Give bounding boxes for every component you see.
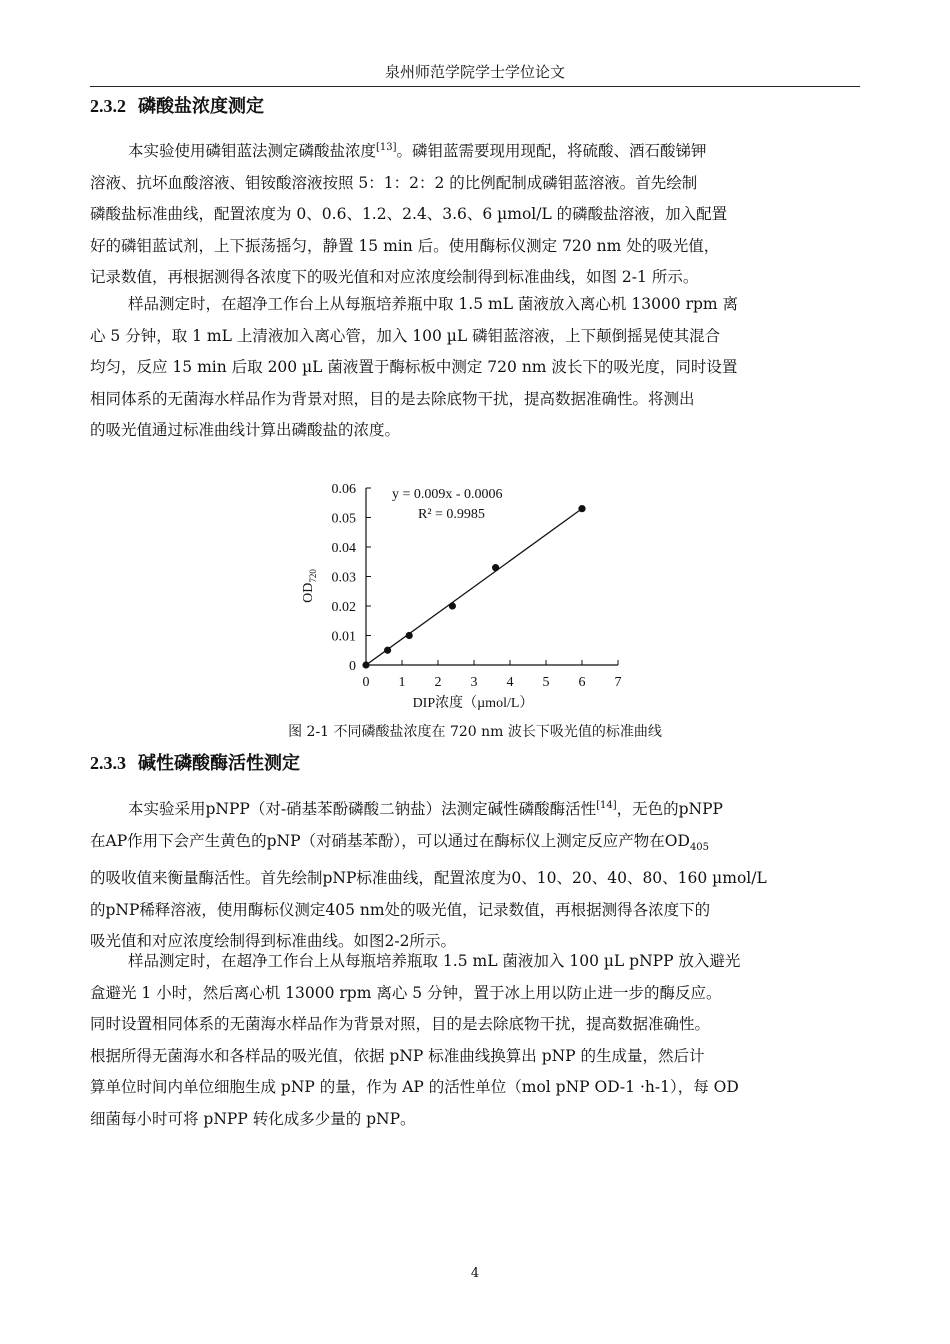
- section-number: 2.3.3: [90, 753, 126, 773]
- paragraph-2-3-3-1: [90, 790, 840, 958]
- standard-curve-chart: [290, 474, 650, 714]
- text-line: 样品测定时，在超净工作台上从每瓶培养瓶取 1.5 mL 菌液加入 100 µL pNPP 放入避光: [128, 952, 741, 970]
- y-axis-label: $OD_{720}$: [301, 569, 318, 603]
- x-tick-label: 3: [470, 675, 478, 690]
- x-tick-label: 6: [578, 675, 586, 690]
- text-line: 根据所得无菌海水和各样品的吸光值，依据 pNP 标准曲线换算出 pNP 的生成量，然后计: [90, 1046, 705, 1065]
- y-tick-label: 0.01: [331, 629, 356, 645]
- data-point: [384, 647, 391, 654]
- subscript: 405: [689, 841, 710, 853]
- x-tick-label: 4: [506, 675, 514, 690]
- text-line: 本实验使用磷钼蓝法测定磷酸盐浓度[13]。磷钼蓝需要现用现配，将硫酸、酒石酸锑钾: [128, 142, 707, 161]
- section-title: 磷酸盐浓度测定: [138, 96, 264, 117]
- paragraph-2-3-3-2: [90, 946, 840, 1135]
- section-heading-2-3-2: [90, 94, 264, 119]
- figure-caption: 图 2-1 不同磷酸盐浓度在 720 nm 波长下吸光值的标准曲线: [288, 724, 662, 740]
- text-line: 本实验采用pNPP（对-硝基苯酚磷酸二钠盐）法测定碱性磷酸酶活性[14]，无色的pNPP: [128, 800, 723, 819]
- x-tick-label: 1: [398, 675, 406, 690]
- x-tick-label: 5: [542, 675, 550, 690]
- text-line: 的吸收值来衡量酶活性。首先绘制pNP标准曲线，配置浓度为0、10、20、40、80、160 µmol/L: [90, 869, 767, 888]
- y-tick-label: 0.05: [331, 511, 356, 527]
- text-line: 相同体系的无菌海水样品作为背景对照，目的是去除底物干扰，提高数据准确性。将测出: [90, 389, 695, 408]
- text-line: 磷酸盐标准曲线，配置浓度为 0、0.6、1.2、2.4、3.6、6 µmol/L 的磷酸盐溶液，加入配置: [90, 205, 728, 224]
- section-number: 2.3.2: [90, 96, 126, 116]
- chart-axes: [366, 488, 618, 665]
- section-title: 碱性磷酸酶活性测定: [138, 753, 300, 774]
- text-line: 心 5 分钟，取 1 mL 上清液加入离心管，加入 100 µL 磷钼蓝溶液，上下颠倒摇晃使其混合: [90, 326, 721, 345]
- y-tick-label: 0.04: [331, 541, 356, 556]
- text-line: 算单位时间内单位细胞生成 pNP 的量，作为 AP 的活性单位（mol pNP OD-1 ·h-1），每 OD: [90, 1078, 739, 1096]
- y-axis-label-subscript: 720: [308, 569, 318, 583]
- text-line: 的pNP稀释溶液，使用酶标仪测定405 nm处的吸光值，记录数值，再根据测得各浓度下的: [90, 900, 711, 919]
- text-line: 盒避光 1 小时，然后离心机 13000 rpm 离心 5 分钟，置于冰上用以防止进一步的酶反应。: [90, 983, 722, 1002]
- y-tick-label: 0.02: [331, 600, 356, 615]
- x-axis-label: DIP浓度（µmol/L）: [412, 696, 534, 711]
- text-line: 的吸光值通过标准曲线计算出磷酸盐的浓度。: [90, 421, 401, 439]
- regression-equation: y = 0.009x - 0.0006: [392, 487, 503, 502]
- chart-marks: [362, 505, 585, 669]
- text-line: 好的磷钼蓝试剂，上下振荡摇匀，静置 15 min 后。使用酶标仪测定 720 nm 处的吸光值，: [90, 236, 720, 255]
- text-line: 吸光值和对应浓度绘制得到标准曲线。如图2-2所示。: [90, 932, 456, 951]
- text-line: 溶液、抗坏血酸溶液、钼铵酸溶液按照 5：1：2：2 的比例配制成磷钼蓝溶液。首先绘制: [90, 173, 698, 192]
- paragraph-2-3-2-2: [90, 289, 840, 447]
- section-heading-2-3-3: [90, 751, 300, 776]
- fit-line: [366, 509, 582, 665]
- header-rule: [90, 86, 860, 87]
- x-tick-label: 0: [362, 675, 370, 690]
- data-point: [492, 564, 499, 571]
- y-tick-label: 0.03: [331, 570, 356, 586]
- data-point: [362, 661, 369, 668]
- page-header: 泉州师范学院学士学位论文: [384, 63, 565, 81]
- citation: [13]: [376, 142, 397, 153]
- citation: [14]: [596, 800, 617, 811]
- data-point: [578, 505, 585, 512]
- text-line: 同时设置相同体系的无菌海水样品作为背景对照，目的是去除底物干扰，提高数据准确性。: [90, 1015, 711, 1033]
- page-number: 4: [470, 1266, 480, 1281]
- paragraph-2-3-2-1: [90, 132, 840, 294]
- text-line: 样品测定时，在超净工作台上从每瓶培养瓶中取 1.5 mL 菌液放入离心机 13000 rpm 离: [128, 295, 739, 313]
- text-line: 均匀，反应 15 min 后取 200 µL 菌液置于酶标板中测定 720 nm 波长下的吸光度，同时设置: [90, 358, 738, 376]
- y-tick-label: 0.06: [331, 482, 356, 497]
- text-line: 记录数值，再根据测得各浓度下的吸光值和对应浓度绘制得到标准曲线，如图 2-1 所示。: [90, 268, 699, 287]
- y-tick-label: 0: [349, 659, 356, 674]
- data-point: [449, 602, 456, 609]
- x-tick-label: 7: [614, 675, 622, 690]
- text-line: 在AP作用下会产生黄色的pNP（对硝基苯酚），可以通过在酶标仪上测定反应产物在$OD_{405}$: [90, 831, 710, 853]
- r-squared-label: R² = 0.9985: [418, 507, 485, 522]
- data-point: [406, 632, 413, 639]
- text-line: 细菌每小时可将 pNPP 转化成多少量的 pNP。: [90, 1109, 416, 1128]
- x-tick-label: 2: [434, 675, 442, 690]
